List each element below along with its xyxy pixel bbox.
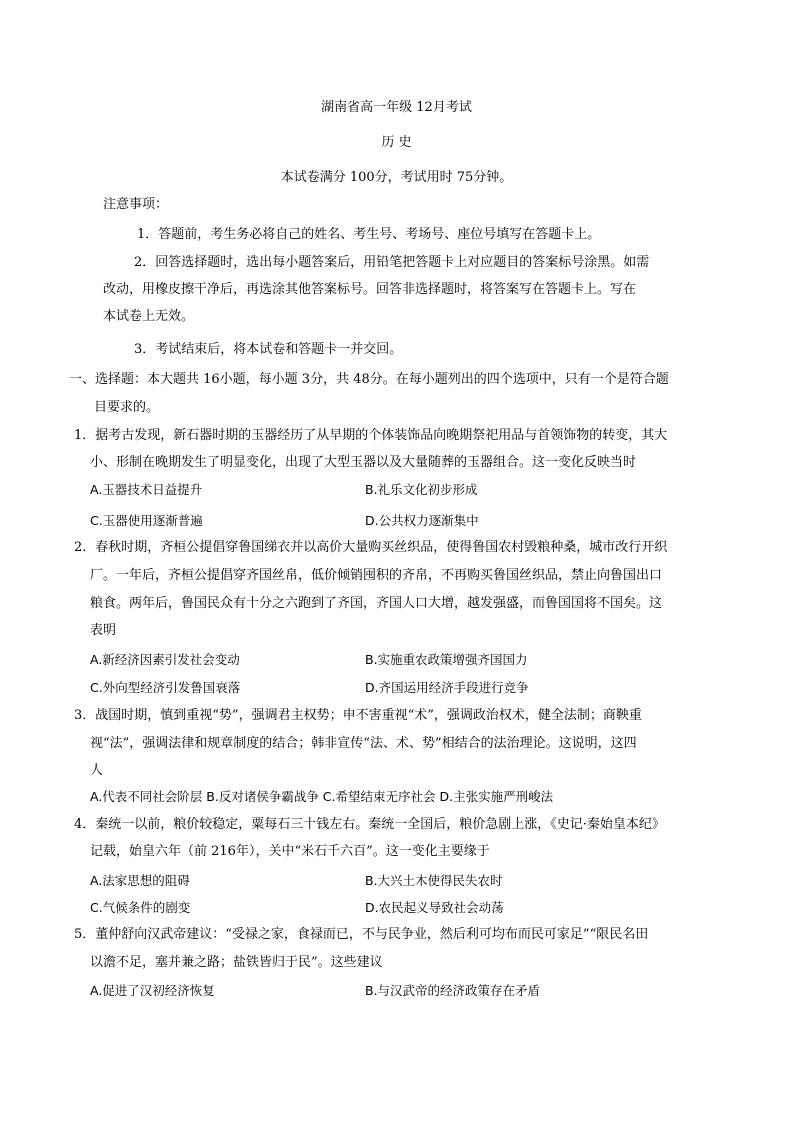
q3-options: A.代表不同社会阶层 B.反对诸侯争霸战争 C.希望结束无序社会 D.主张实施严刑峻法	[90, 789, 554, 804]
q2-option-d: D.齐国运用经济手段进行竞争	[365, 680, 529, 695]
q2-stem-line-3: 粮食。两年后，鲁国民众有十分之六跑到了齐国，齐国人口大增，越发强盛，而鲁国国将不国矣。这	[90, 596, 663, 611]
q2-stem-line-4: 表明	[90, 623, 117, 638]
q2-stem-line-1: 2．春秋时期，齐桓公提倡穿鲁国绨衣并以高价大量购买丝织品，使得鲁国农村毁粮种桑，城市改行开织	[74, 540, 668, 555]
q4-option-b: B.大兴土木使得民失农时	[365, 873, 503, 888]
note-2-line-2: 改动，用橡皮擦干净后，再选涂其他答案标号。回答非选择题时，将答案写在答题卡上。写在	[103, 282, 637, 297]
q1-stem-line-2: 小、形制在晚期发生了明显变化，出现了大型玉器以及大量随葬的玉器组合。这一变化反映当时	[90, 455, 637, 470]
note-3: 3．考试结束后，将本试卷和答题卡一并交回。	[134, 342, 403, 357]
q2-stem-line-2: 厂。一年后，齐桓公提倡穿齐国丝帛，低价倾销囤积的齐帛，不再购买鲁国丝织品，禁止向鲁国出口	[90, 568, 663, 583]
q4-option-a: A.法家思想的阻碍	[90, 873, 190, 888]
notes-heading: 注意事项：	[103, 197, 169, 212]
q1-option-b: B.礼乐文化初步形成	[365, 482, 478, 497]
q3-stem-line-1: 3．战国时期，慎到重视“势”，强调君主权势；申不害重视“术”，强调政治权术，健全法制；商鞅重	[74, 708, 642, 723]
q2-option-c: C.外向型经济引发鲁国衰落	[90, 680, 241, 695]
exam-subject: 历 史	[381, 135, 412, 150]
score-info: 本试卷满分 100分，考试用时 75分钟。	[280, 170, 513, 185]
q2-option-a: A.新经济因素引发社会变动	[90, 652, 240, 667]
q3-stem-line-3: 人	[90, 763, 104, 778]
section-heading-line-2: 目要求的。	[94, 400, 160, 415]
note-1: 1．答题前，考生务必将自己的姓名、考生号、考场号、座位号填写在答题卡上。	[137, 227, 601, 242]
q4-option-c: C.气候条件的剧变	[90, 900, 191, 915]
q2-option-b: B.实施重农政策增强齐国国力	[365, 652, 528, 667]
q1-option-c: C.玉器使用逐渐普遍	[90, 513, 203, 528]
q5-option-b: B.与汉武帝的经济政策存在矛盾	[365, 983, 541, 998]
section-heading-line-1: 一、选择题：本大题共 16小题，每小题 3分，共 48分。在每小题列出的四个选项中，只有一个是符合题	[69, 372, 669, 387]
note-2-line-1: 2．回答选择题时，选出每小题答案后，用铅笔把答题卡上对应题目的答案标号涂黑。如需	[134, 255, 650, 270]
q1-option-a: A.玉器技术日益提升	[90, 482, 203, 497]
q5-option-a: A.促进了汉初经济恢复	[90, 983, 215, 998]
q3-stem-line-2: 视“法”，强调法律和规章制度的结合；韩非宣传“法、术、势”相结合的法治理论。这说明，这四	[90, 736, 637, 751]
q4-stem-line-1: 4．秦统一以前，粮价较稳定，粟每石三十钱左右。秦统一全国后，粮价急剧上涨，《史记·秦始皇本纪》	[74, 817, 665, 832]
q5-stem-line-2: 以澹不足，塞并兼之路；盐铁皆归于民”。这些建议	[90, 955, 383, 970]
q4-option-d: D.农民起义导致社会动荡	[365, 900, 504, 915]
exam-title: 湖南省高一年级 12月考试	[321, 100, 472, 115]
q1-stem-line-1: 1．据考古发现，新石器时期的玉器经历了从早期的个体装饰品向晚期祭祀用品与首领饰物的转变，其大	[74, 428, 668, 443]
q1-option-d: D.公共权力逐渐集中	[365, 513, 479, 528]
q5-stem-line-1: 5．董仲舒向汉武帝建议：“受禄之家，食禄而已，不与民争业，然后利可均布而民可家足”“限民名田	[74, 927, 649, 942]
note-2-line-3: 本试卷上无效。	[103, 309, 195, 324]
q4-stem-line-2: 记载，始皇六年（前 216年），关中“米石千六百”。这一变化主要缘于	[90, 844, 490, 859]
